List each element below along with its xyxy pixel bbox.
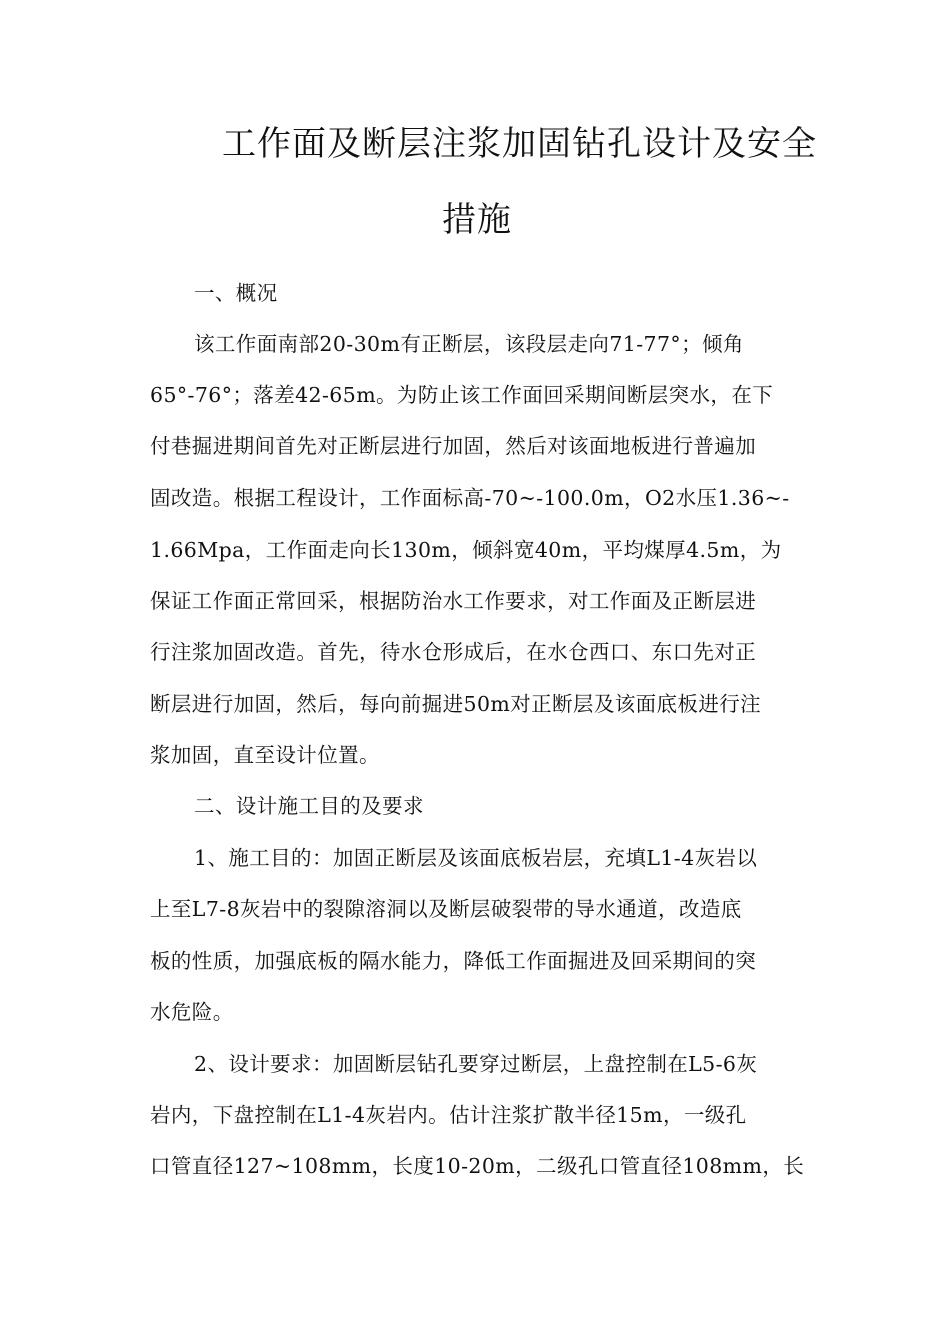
paragraph-line: 岩内，下盘控制在L1-4灰岩内。估计注浆扩散半径15m，一级孔 xyxy=(150,1103,747,1127)
paragraph-line: 行注浆加固改造。首先，待水仓形成后，在水仓西口、东口先对正 xyxy=(150,640,757,664)
paragraph-line: 板的性质，加强底板的隔水能力，降低工作面掘进及回采期间的突 xyxy=(150,949,757,973)
paragraph-line: 水危险。 xyxy=(150,1000,234,1024)
section-heading-design: 二、设计施工目的及要求 xyxy=(194,794,424,818)
paragraph-line: 付巷掘进期间首先对正断层进行加固，然后对该面地板进行普遍加 xyxy=(150,434,757,458)
paragraph-line: 1.66Mpa，工作面走向长130m，倾斜宽40m，平均煤厚4.5m，为 xyxy=(150,538,782,562)
paragraph-line: 固改造。根据工程设计，工作面标高-70~-100.0m，O2水压1.36~- xyxy=(150,486,790,510)
document-title-line-2: 措施 xyxy=(442,200,512,240)
paragraph-line: 1、施工目的：加固正断层及该面底板岩层，充填L1-4灰岩以 xyxy=(194,846,758,870)
paragraph-line: 保证工作面正常回采，根据防治水工作要求，对工作面及正断层进 xyxy=(150,589,757,613)
paragraph-line: 65°-76°；落差42-65m。为防止该工作面回采期间断层突水，在下 xyxy=(150,383,774,407)
paragraph-line: 2、设计要求：加固断层钻孔要穿过断层，上盘控制在L5-6灰 xyxy=(194,1052,758,1076)
paragraph-line: 上至L7-8灰岩中的裂隙溶洞以及断层破裂带的导水通道，改造底 xyxy=(150,897,742,921)
paragraph-line: 该工作面南部20-30m有正断层，该段层走向71-77°；倾角 xyxy=(194,332,744,356)
paragraph-line: 断层进行加固，然后，每向前掘进50m对正断层及该面底板进行注 xyxy=(150,692,762,716)
document-title-line-1: 工作面及断层注浆加固钻孔设计及安全 xyxy=(222,124,817,164)
paragraph-line: 浆加固，直至设计位置。 xyxy=(150,743,380,767)
paragraph-line: 口管直径127~108mm，长度10-20m，二级孔口管直径108mm，长 xyxy=(150,1154,805,1178)
section-heading-overview: 一、概况 xyxy=(194,281,278,305)
